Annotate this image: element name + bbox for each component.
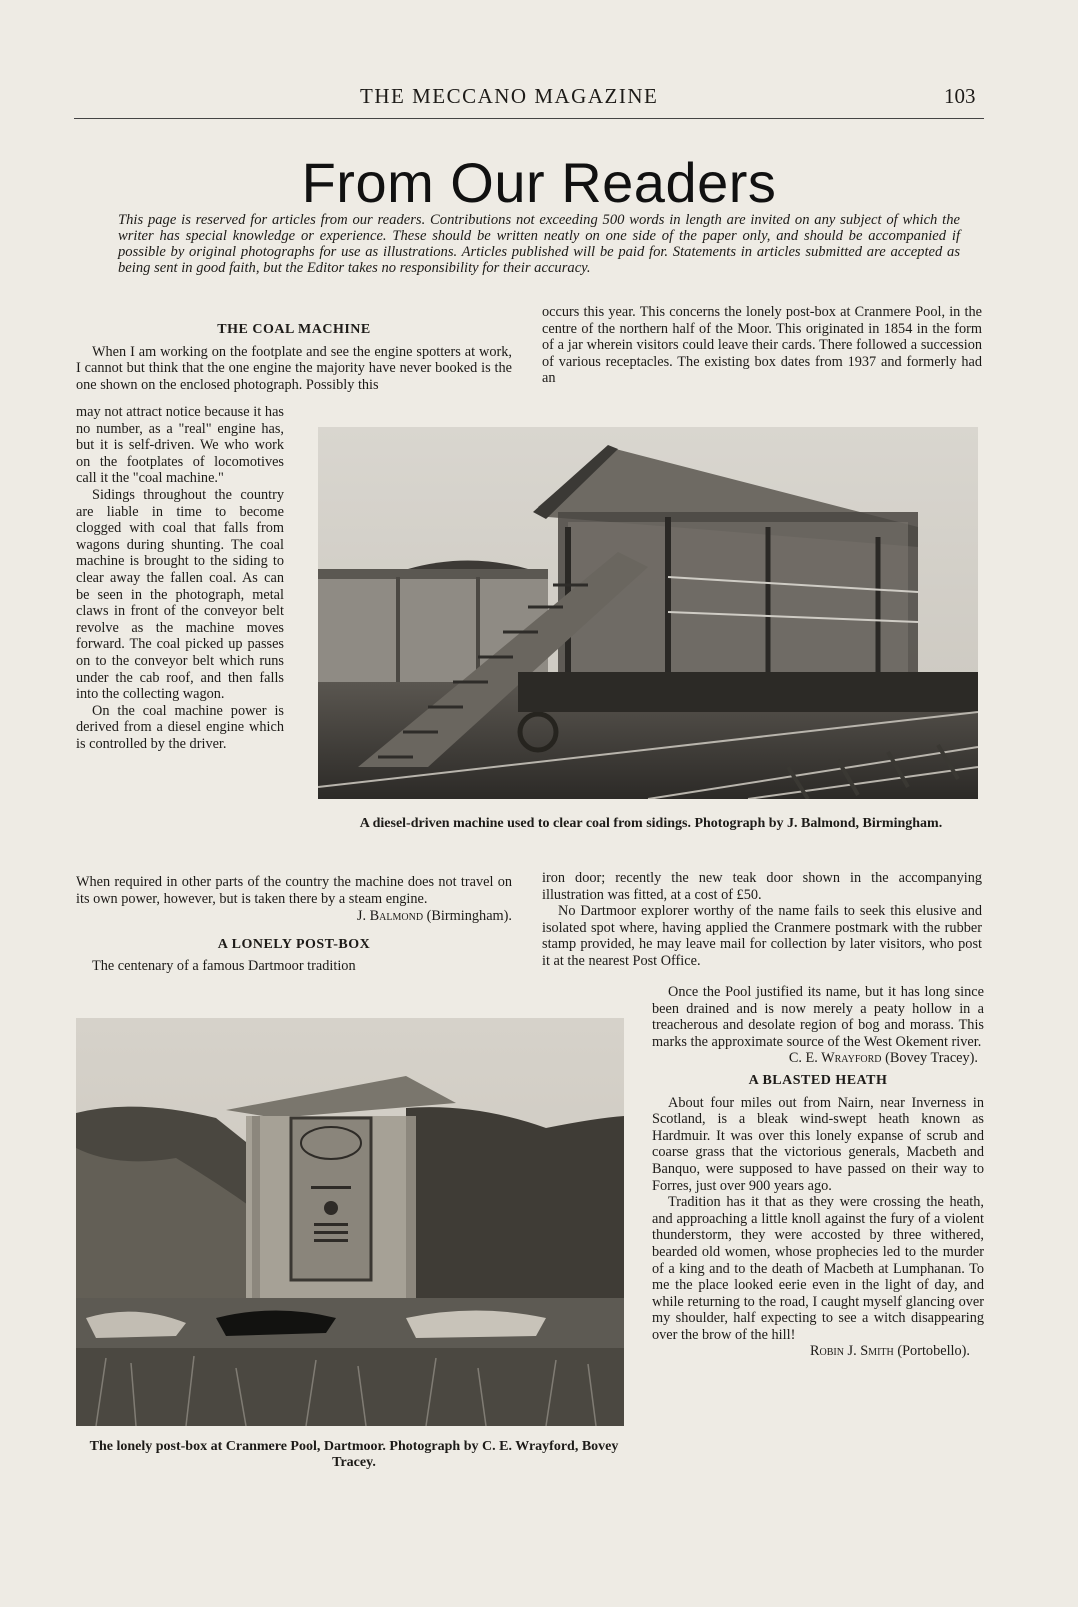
page-title: From Our Readers [301,151,777,214]
post-box-photo-caption: The lonely post-box at Cranmere Pool, Dartmoor. Photograph by C. E. Wrayford, Bovey Tracey. [89,1439,619,1470]
coal-machine-author-place: (Birmingham). [426,908,512,925]
post-box-author-place: (Bovey Tracey). [885,1050,978,1067]
page-number: 103 [944,84,976,108]
coal-machine-article-top [76,322,512,393]
post-box-heading: A LONELY POST-BOX [217,936,371,952]
right-narrow-column [652,984,984,1360]
coal-machine-heading: THE COAL MACHINE [217,322,371,337]
coal-machine-article-narrow [76,404,284,752]
post-box-continued-middle [542,870,982,970]
coal-machine-paragraph-1a: When I am working on the footplate and see the engine spotters at work, I cannot but think that the one engine the majority have never booked is the one shown on the enclosed photograph. Possibly this [76,343,512,393]
coal-machine-paragraph-2: Sidings throughout the country are liable in time to become clogged with coal that falls from wagons during shunting. The coal machine is brought to the siding to clear away the fallen coal. As can be seen in the photograph, metal claws in front of the conveyor belt revolve as the machine moves forward. The coal picked up passes on to the conveyor belt which runs under the cab roof, and then falls into the collecting wagon. [76,486,284,703]
post-box-continued-top [542,304,982,387]
intro-paragraph: This page is reserved for articles from our readers. Contributions not exceeding 500 words in length are invited on any subject of which the writer has special knowledge or experience. These should be written neatly on one side of the paper only, and should be accompanied if possible by original photographs for use as illustrations. Articles published will be paid for. Statements in articles submitted are accepted as being sent in good faith, but the Editor takes no responsibility for their accuracy. [118,212,960,276]
post-box-paragraph-2: No Dartmoor explorer worthy of the name fails to seek this elusive and isolated spot where, having applied the Cranmere postmark with the rubber stamp provided, he may leave mail for collection by later visitors, who post it at the nearest Post Office. [542,903,982,969]
coal-machine-author: J. Balmond [356,908,424,925]
coal-machine-paragraph-3b: When required in other parts of the country the machine does not travel on its own power, however, but is taken there by a steam engine. [76,874,512,907]
blasted-heath-signature [652,1343,970,1360]
header-rule [74,118,984,119]
running-title: THE MECCANO MAGAZINE [360,84,659,108]
post-box-paragraph-3: Once the Pool justified its name, but it has long since been drained and is now merely a peaty hollow in a treacherous and desolate region of bog and morass. This marks the approximate source of the West Okement river. [652,984,984,1050]
post-box-photo [76,1018,624,1426]
coal-machine-photo-caption: A diesel-driven machine used to clear coal from sidings. Photograph by J. Balmond, Birmingham. [359,816,943,831]
post-box-paragraph-1-continued: occurs this year. This concerns the lonely post-box at Cranmere Pool, in the centre of the northern half of the Moor. This originated in 1854 in the form of a jar wherein visitors could leave their cards. There followed a succession of various receptacles. The existing box dates from 1937 and formerly had an [542,304,982,387]
coal-machine-paragraph-3a: On the coal machine power is derived from a diesel engine which is controlled by the driver. [76,702,284,752]
coal-machine-photo [318,427,978,799]
blasted-heath-heading: A BLASTED HEATH [748,1072,888,1088]
post-box-paragraph-1: The centenary of a famous Dartmoor tradition [92,958,356,975]
blasted-heath-paragraph-1: About four miles out from Nairn, near Inverness in Scotland, is a bleak wind-swept heath known as Hardmuir. It was over this lonely expanse of scrub and coarse grass that the victorious generals, Macbeth and Banquo, were supposed to have passed on their way to Forres, just over 900 years ago. [652,1094,984,1194]
post-box-signature [652,1050,978,1067]
blasted-heath-author-place: (Portobello). [897,1343,970,1360]
post-box-author: C. E. Wrayford [788,1050,882,1067]
blasted-heath-author: Robin J. Smith [809,1343,894,1360]
coal-machine-article-bottom [76,874,512,975]
post-box-paragraph-1-continued-2: iron door; recently the new teak door shown in the accompanying illustration was fitted, at a cost of £50. [542,870,982,903]
coal-machine-paragraph-1b: may not attract notice because it has no number, as a "real" engine has, but it is self-driven. We who work on the footplates of locomotives call it the "coal machine." [76,404,284,487]
blasted-heath-paragraph-2: Tradition has it that as they were crossing the heath, and approaching a little knoll against the fury of a violent thunderstorm, they were accosted by three withered, bearded old women, whose prophecies led to the murder of a king and to the death of Macbeth at Lumphanan. To me the place looked eerie even in the light of day, and while returning to the road, I caught myself glancing over my shoulder, half expecting to see a witch disappearing over the brow of the hill! [652,1194,984,1343]
coal-machine-signature [76,908,512,925]
